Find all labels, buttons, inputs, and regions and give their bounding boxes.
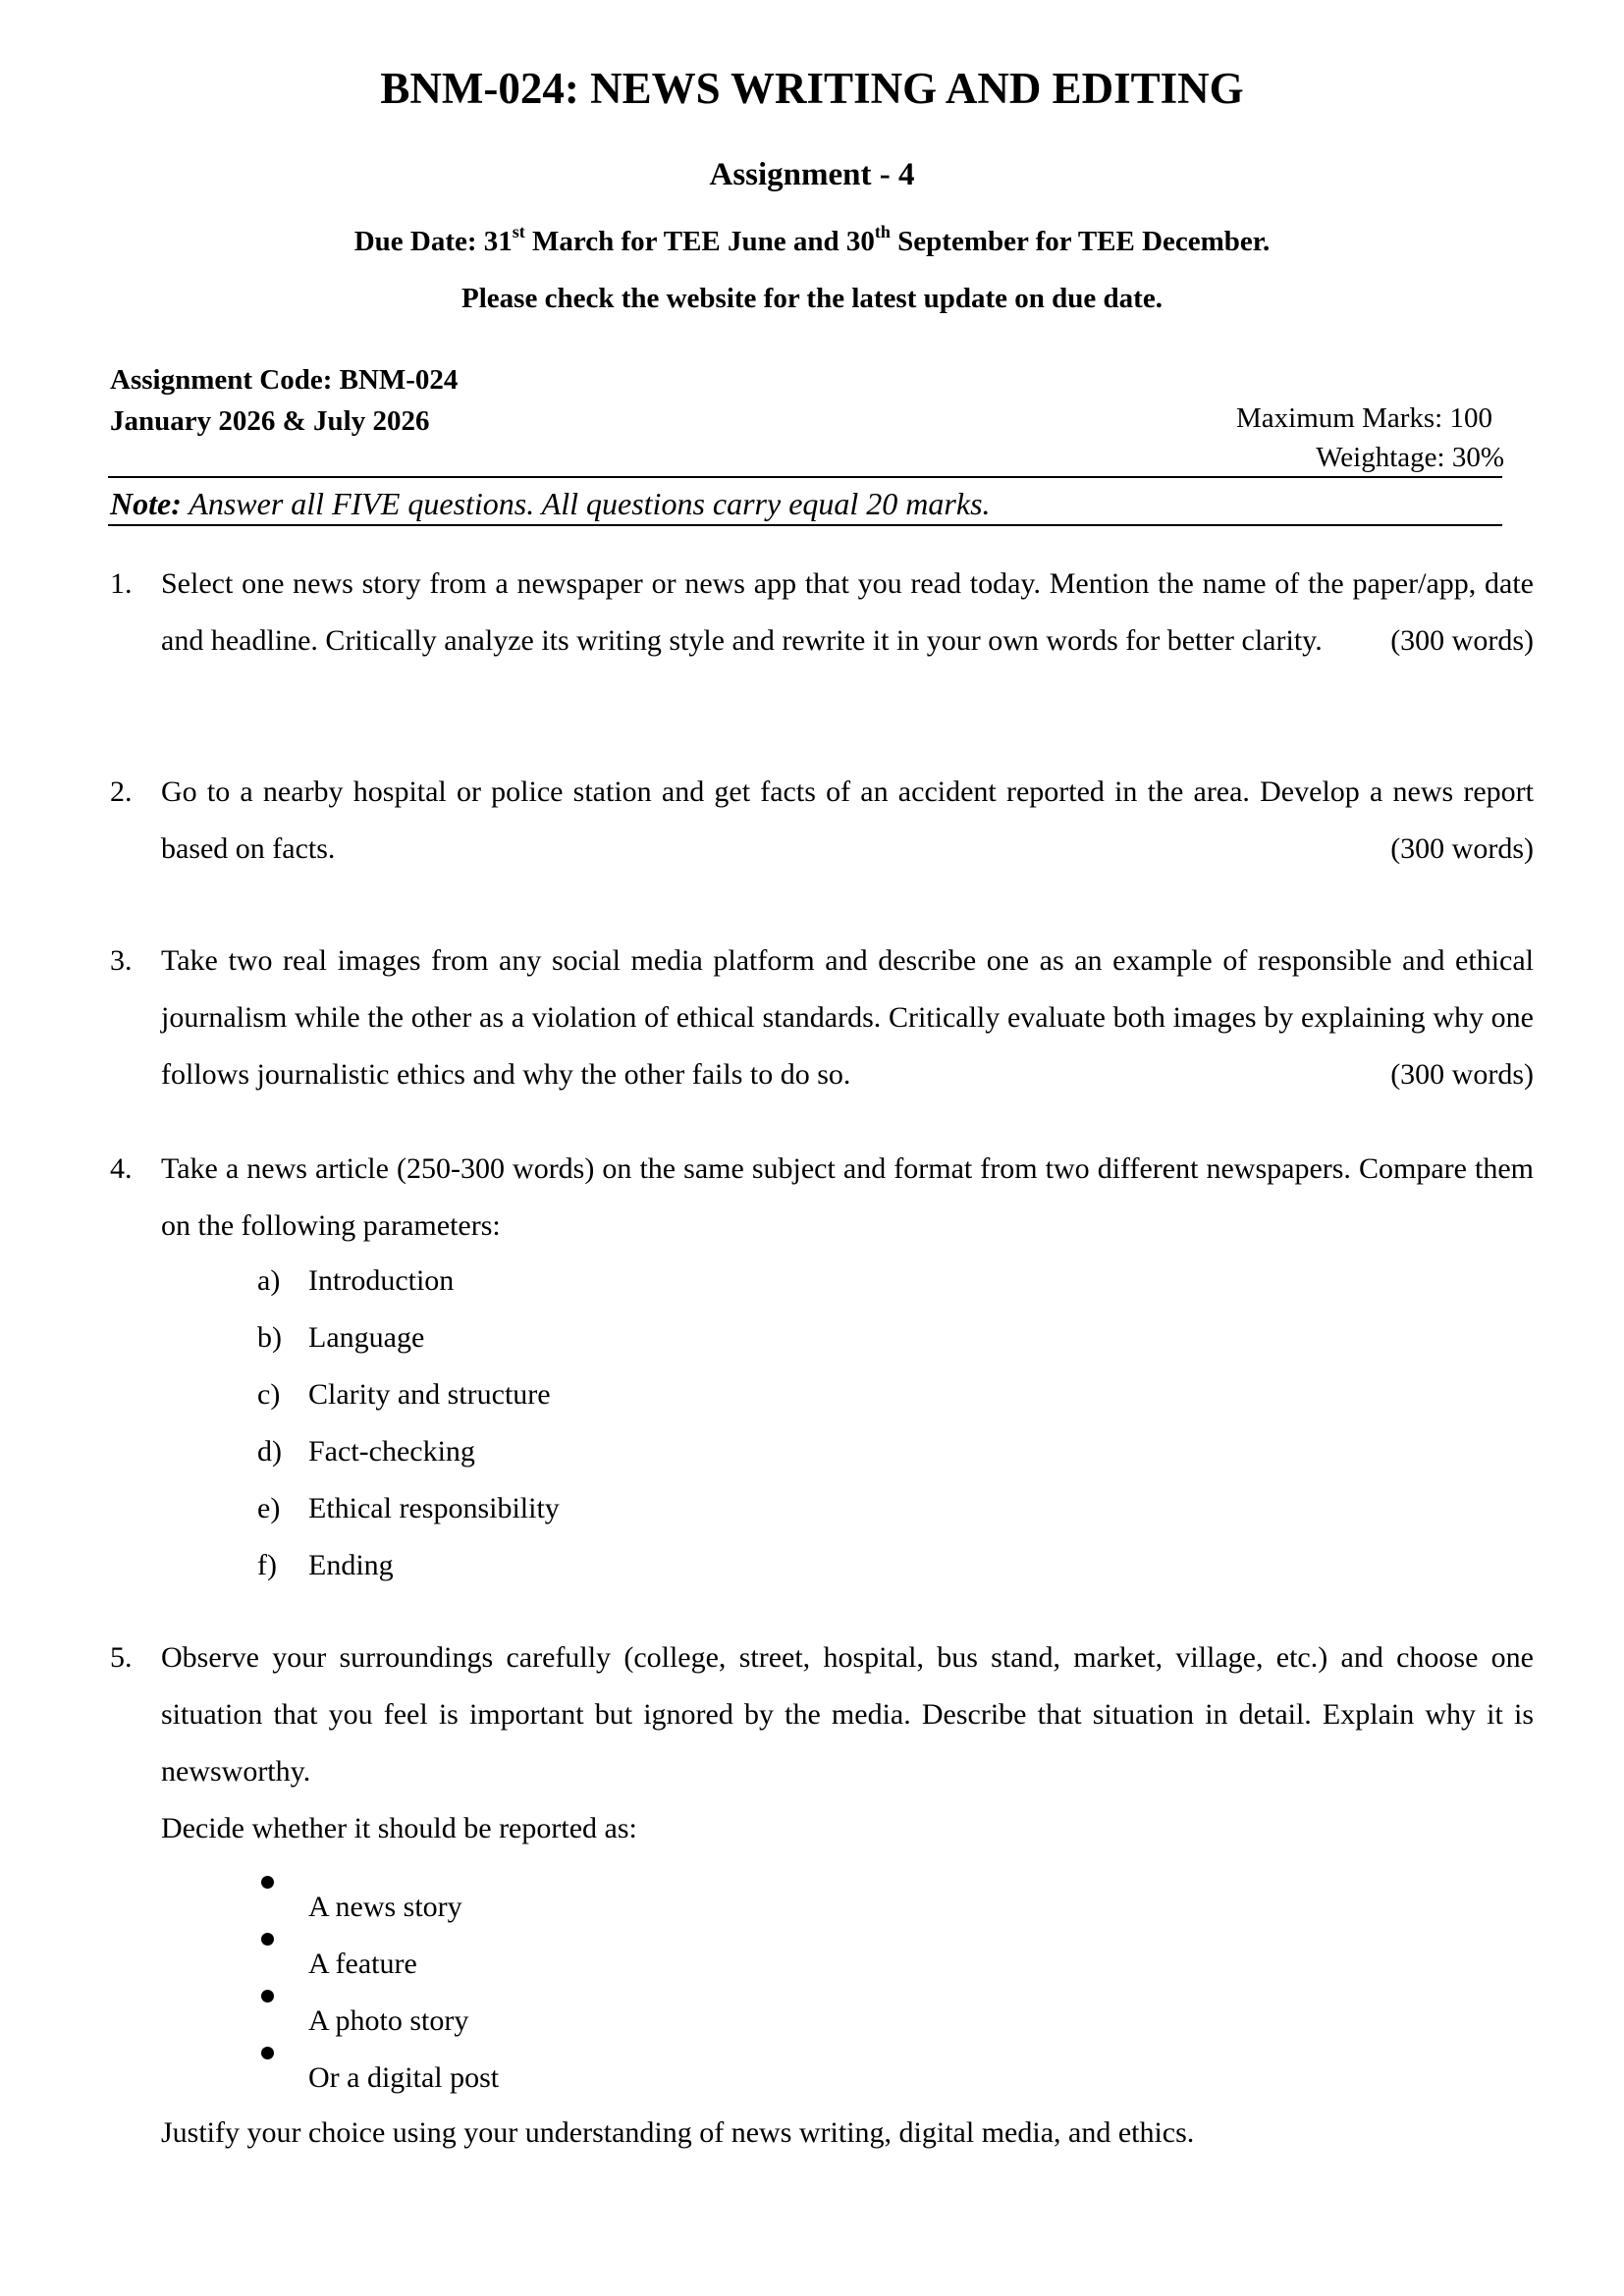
question-5 [110, 1629, 1534, 1800]
due-date-suffix: September for TEE December. [890, 226, 1271, 257]
bullet-icon [261, 2047, 274, 2059]
parameter-item [257, 1253, 560, 1309]
parameter-marker: b) [257, 1321, 282, 1354]
session: January 2026 & July 2026 [110, 405, 430, 437]
option-label: A news story [308, 1891, 462, 1923]
check-website-notice: Please check the website for the latest update on due date. [461, 283, 1163, 314]
question-number: 2. [110, 775, 133, 808]
question-3 [110, 933, 1534, 1103]
divider-top [108, 476, 1502, 478]
option-item [257, 2050, 499, 2107]
bullet-icon [261, 1990, 274, 2002]
option-item [257, 1993, 499, 2050]
word-limit: (300 words) [1390, 1058, 1534, 1091]
question-number: 4. [110, 1152, 133, 1185]
note [110, 485, 991, 522]
due-date-prefix: Due Date: 31 [353, 226, 513, 257]
bullet-icon [261, 1933, 274, 1946]
question-number: 1. [110, 567, 133, 600]
note-text: Answer all FIVE questions. All questions carry equal 20 marks. [181, 486, 991, 521]
parameter-item [257, 1537, 560, 1594]
question-2 [110, 764, 1534, 878]
question-text: Select one news story from a newspaper or news app that you read today. Mention the name of the paper/app, date and headline. Critically analyze its writing style and rewrite it in your own words for better clarity. [161, 567, 1534, 657]
question-text: Take two real images from any social media platform and describe one as an example of responsible and ethical journalism while the other as a violation of ethical standards. Critically evaluate both images by explaining why one follows journalistic ethics and why the other fails to do so. [161, 944, 1534, 1091]
assignment-number: Assignment - 4 [709, 157, 915, 192]
word-limit: (300 words) [1390, 624, 1534, 657]
maximum-marks: Maximum Marks: 100 [1236, 402, 1492, 434]
due-date [0, 224, 1624, 259]
parameter-marker: e) [257, 1492, 281, 1524]
justify-prompt: Justify your choice using your understanding of news writing, digital media, and ethics. [161, 2116, 1195, 2149]
option-label: A photo story [308, 2004, 469, 2037]
word-limit: (300 words) [1390, 832, 1534, 865]
question-text: Observe your surroundings carefully (college, street, hospital, bus stand, market, village, etc.) and choose one situation that you feel is important but ignored by the media. Describe that situation in detail. Explain why it is newsworthy. [161, 1641, 1534, 1788]
parameter-item [257, 1480, 560, 1537]
parameter-label: Fact-checking [308, 1435, 475, 1468]
parameter-label: Clarity and structure [308, 1378, 551, 1411]
question-4 [110, 1141, 1534, 1255]
parameter-marker: f) [257, 1549, 277, 1581]
decide-prompt: Decide whether it should be reported as: [161, 1812, 637, 1844]
question-text: Take a news article (250-300 words) on the same subject and format from two different newspapers. Compare them on the following parameters: [161, 1152, 1534, 1242]
question-1 [110, 556, 1534, 669]
question-number: 5. [110, 1641, 133, 1674]
question-text: Go to a nearby hospital or police station and get facts of an accident reported in the area. Develop a news report based on facts. [161, 775, 1534, 865]
parameter-label: Language [308, 1321, 425, 1354]
assignment-code: Assignment Code: BNM-024 [110, 364, 459, 396]
note-label: Note: [110, 486, 182, 521]
parameter-label: Ethical responsibility [308, 1492, 560, 1524]
divider-bottom [108, 524, 1502, 526]
parameter-label: Introduction [308, 1264, 455, 1297]
option-label: A feature [308, 1948, 417, 1980]
reporting-options [257, 1879, 499, 2107]
due-date-sup-th: th [874, 222, 891, 242]
due-date-sup-st: st [512, 222, 525, 242]
option-item [257, 1936, 499, 1993]
parameter-label: Ending [308, 1549, 394, 1581]
weightage: Weightage: 30% [1316, 442, 1504, 473]
parameter-marker: d) [257, 1435, 282, 1468]
course-title: BNM-024: NEWS WRITING AND EDITING [380, 64, 1244, 113]
parameter-item [257, 1423, 560, 1480]
option-item [257, 1879, 499, 1936]
parameter-marker: a) [257, 1264, 281, 1297]
question-number: 3. [110, 944, 133, 977]
parameter-item [257, 1366, 560, 1423]
bullet-icon [261, 1876, 274, 1889]
parameter-marker: c) [257, 1378, 281, 1411]
due-date-middle: March for TEE June and 30 [524, 226, 875, 257]
comparison-parameters [257, 1253, 560, 1594]
parameter-item [257, 1309, 560, 1366]
option-label: Or a digital post [308, 2061, 500, 2094]
